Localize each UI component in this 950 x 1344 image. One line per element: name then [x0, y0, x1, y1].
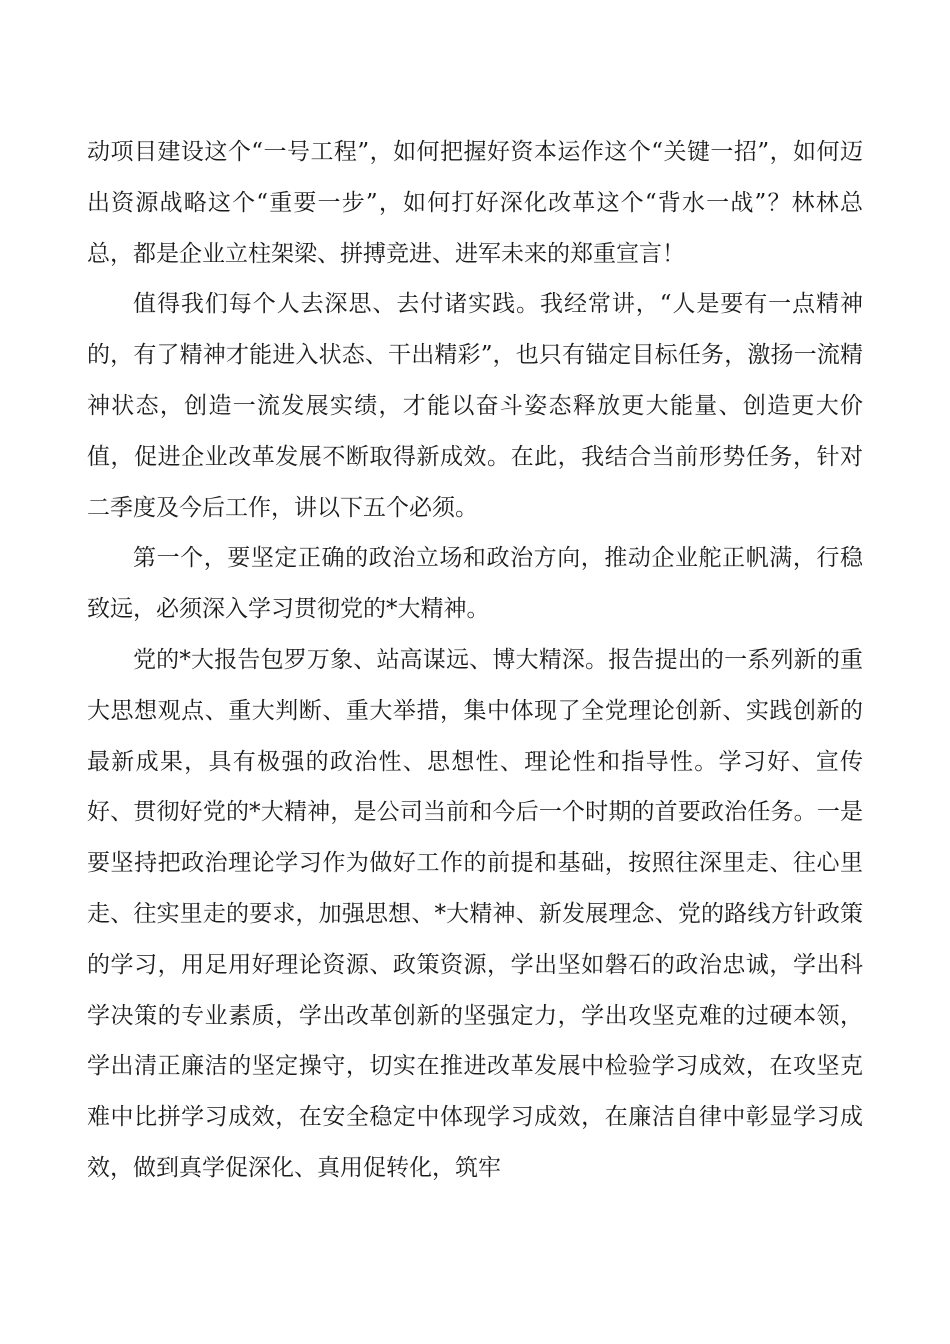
paragraph-1: 动项目建设这个“一号工程”，如何把握好资本运作这个“关键一招”，如何迈出资源战略这个“重要一步”，如何打好深化改革这个“背水一战”？林林总总，都是企业立柱架梁、拼搏竞进、进军未来的郑重宣言！ [87, 139, 863, 267]
paragraph-2: 值得我们每个人去深思、去付诸实践。我经常讲，“人是要有一点精神的，有了精神才能进入状态、干出精彩”，也只有锚定目标任务，激扬一流精神状态，创造一流发展实绩，才能以奋斗姿态释放更大能量、创造更大价值，促进企业改革发展不断取得新成效。在此，我结合当前形势任务，针对二季度及今后工作，讲以下五个必须。 [87, 291, 863, 521]
paragraph-4: 党的*大报告包罗万象、站高谋远、博大精深。报告提出的一系列新的重大思想观点、重大判断、重大举措，集中体现了全党理论创新、实践创新的最新成果，具有极强的政治性、思想性、理论性和指导性。学习好、宣传好、贯彻好党的*大精神，是公司当前和今后一个时期的首要政治任务。一是要坚持把政治理论学习作为做好工作的前提和基础，按照往深里走、往心里走、往实里走的要求，加强思想、*大精神、新发展理念、党的路线方针政策的学习，用足用好理论资源、政策资源，学出坚如磐石的政治忠诚，学出科学决策的专业素质，学出改革创新的坚强定力，学出攻坚克难的过硬本领，学出清正廉洁的坚定操守，切实在推进改革发展中检验学习成效，在攻坚克难中比拼学习成效，在安全稳定中体现学习成效，在廉洁自律中彰显学习成效，做到真学促深化、真用促转化，筑牢 [87, 646, 863, 1181]
document-body [87, 127, 863, 1194]
paragraph-3: 第一个，要坚定正确的政治立场和政治方向，推动企业舵正帆满，行稳致远，必须深入学习贯彻党的*大精神。 [87, 545, 863, 623]
